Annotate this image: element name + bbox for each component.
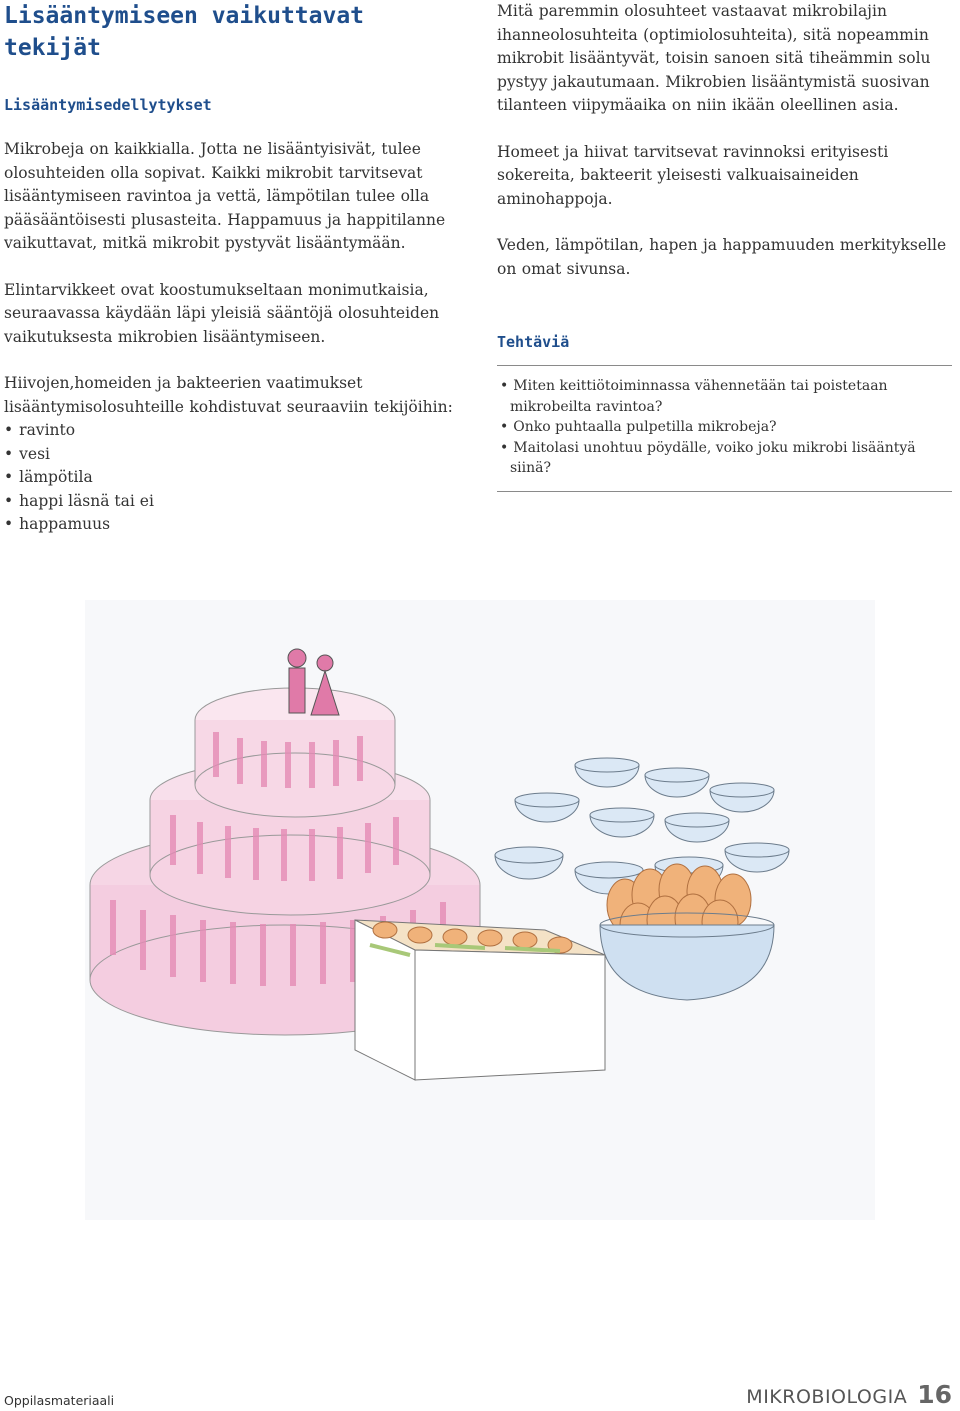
list-item: • Onko puhtaalla pulpetilla mikrobeja? <box>497 417 957 438</box>
left-column <box>4 0 466 537</box>
list-item: • happamuus <box>4 513 466 537</box>
footer-label: Oppilasmateriaali <box>4 1393 115 1408</box>
page-number: 16 <box>917 1380 952 1409</box>
list-item: • ravinto <box>4 419 466 443</box>
layer-cake <box>355 920 605 1080</box>
page-title: Lisääntymiseen vaikuttavat tekijät <box>4 3 365 61</box>
section-subtitle: Lisääntymisedellytykset <box>4 96 212 114</box>
optimum-paragraph: Mitä paremmin olosuhteet vastaavat mikrobilajin ihanneolosuhteita (optimiolosuhteita), sitä nopeammin mikrobit lisääntyvät, toisin sanoen sitä tiheämmin solu pystyy jakautumaan. Mikrobien lisääntymistä suosivan tilanteen viipymäaika on niin ikään oleellinen asia. <box>497 2 931 114</box>
footer-subject <box>746 1380 952 1409</box>
list-item: • lämpötila <box>4 466 466 490</box>
factor-list <box>4 419 466 537</box>
requirements-paragraph: Hiivojen,homeiden ja bakteerien vaatimukset lisääntymisolosuhteille kohdistuvat seuraaviin tekijöihin: <box>4 374 453 416</box>
divider <box>497 365 952 366</box>
intro-paragraph: Mikrobeja on kaikkialla. Jotta ne lisääntyisivät, tulee olosuhteiden olla sopivat. Kaikki mikrobit tarvitsevat lisääntymiseen ravintoa ja vettä, lämpötilan tulee olla pääsääntöisesti plusasteita. Happamuus ja happitilanne vaikuttavat, mitkä mikrobit pystyvät lisääntymään. <box>4 140 446 252</box>
nutrition-paragraph: Homeet ja hiivat tarvitsevat ravinnoksi erityisesti sokereita, bakteerit yleisesti valkuaisaineiden aminohappoja. <box>497 142 889 208</box>
task-list <box>497 376 957 479</box>
divider <box>497 491 952 492</box>
tasks-heading: Tehtäviä <box>497 333 570 351</box>
list-item: • Maitolasi unohtuu pöydälle, voiko joku mikrobi lisääntyä siinä? <box>497 438 957 479</box>
list-item: • vesi <box>4 443 466 467</box>
pastry-bowl <box>600 864 774 1000</box>
list-item: • happi läsnä tai ei <box>4 490 466 514</box>
right-column <box>497 0 957 492</box>
reference-paragraph: Veden, lämpötilan, hapen ja happamuuden merkitykselle on omat sivunsa. <box>497 236 947 278</box>
food-paragraph: Elintarvikkeet ovat koostumukseltaan monimutkaisia, seuraavassa käydään läpi yleisiä sääntöjä olosuhteiden vaikutuksesta mikrobien lisääntymiseen. <box>4 280 440 346</box>
subject-name: MIKROBIOLOGIA <box>746 1386 908 1408</box>
food-illustration <box>85 600 875 1220</box>
list-item: • Miten keittiötoiminnassa vähennetään tai poistetaan mikrobeilta ravintoa? <box>497 376 957 417</box>
